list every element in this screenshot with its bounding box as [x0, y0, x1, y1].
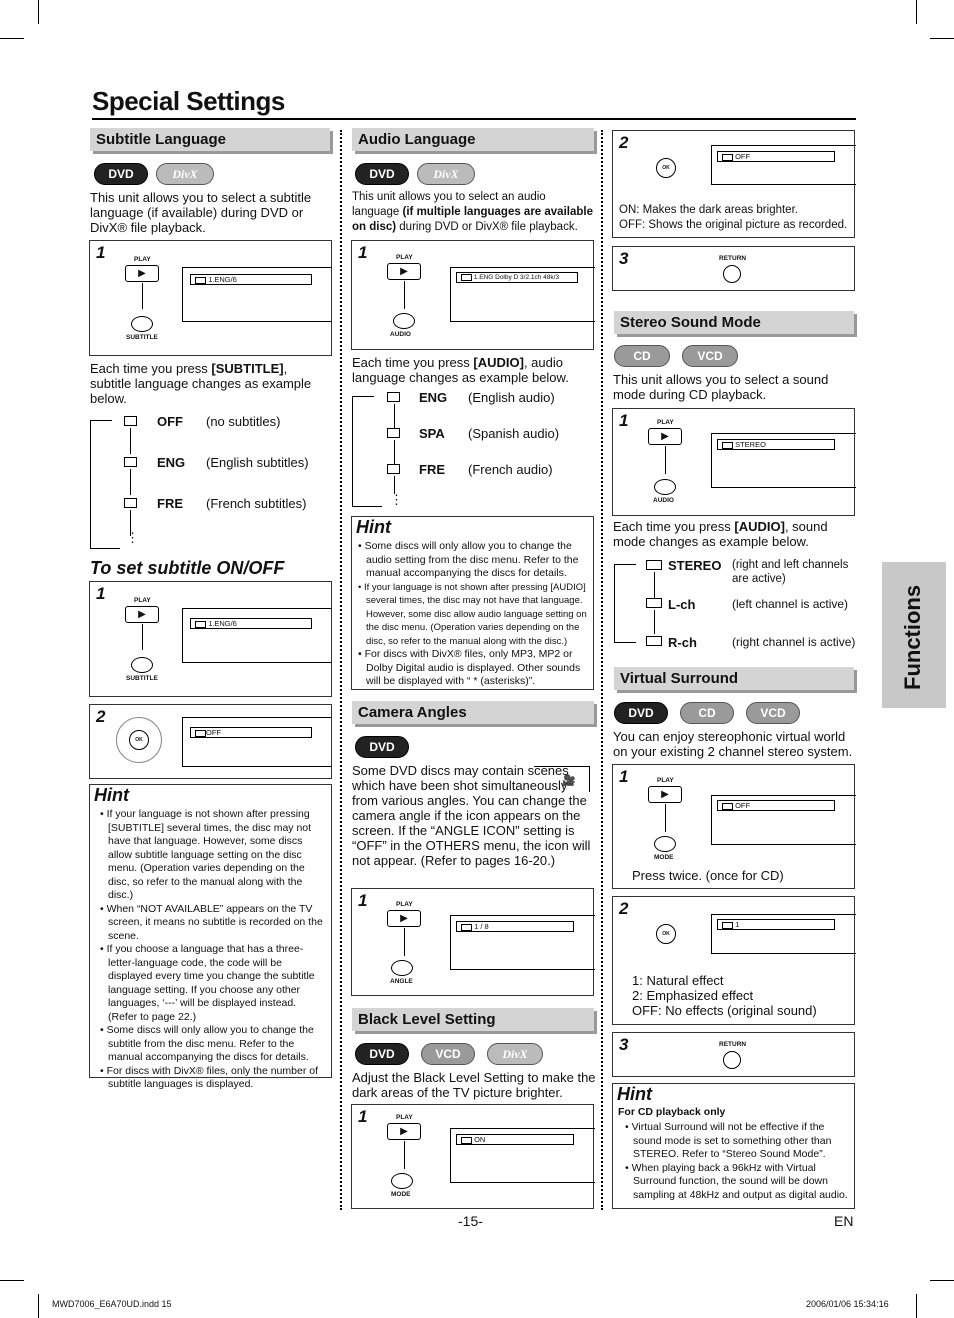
ok-button[interactable]: OK [656, 924, 676, 944]
divx-badge: DivX [487, 1043, 543, 1065]
column-divider [601, 130, 603, 1210]
dvd-badge: DVD [355, 163, 409, 185]
stereo-desc: Each time you press [AUDIO], sound mode changes as example below. [613, 519, 828, 549]
cd-badge: CD [680, 702, 734, 724]
footer-file: MWD7006_E6A70UD.indd 15 [52, 1299, 172, 1309]
play-button[interactable]: ▶ [125, 265, 159, 282]
osd-display: 1.ENG/6 [190, 618, 312, 629]
play-button[interactable]: ▶ [387, 263, 421, 280]
play-button[interactable]: ▶ [387, 910, 421, 927]
audio-step1-box: 1 PLAY ▶ AUDIO 1.ENG Dolby D 3/2.1ch 48k/3 [351, 240, 594, 350]
osd-display: 1 / 8 [456, 921, 574, 932]
black-step2-box: 2 OK OFF ON: Makes the dark areas brighter. OFF: Shows the original picture as recorded. [612, 130, 855, 238]
camera-heading: Camera Angles [352, 701, 594, 724]
audio-cycle-list: ENG (English audio) SPA (Spanish audio) FRE (French audio) ⋮ [352, 388, 596, 512]
dvd-badge: DVD [94, 163, 148, 185]
ok-button[interactable]: OK [129, 730, 149, 750]
dvd-badge: DVD [355, 1043, 409, 1065]
ok-button[interactable]: OK [656, 158, 676, 178]
vcd-badge: VCD [682, 345, 738, 367]
audio-hint-box: Hint • Some discs will only allow you to change the audio setting from the disc menu. Refer to the manual accompanying the discs for details. • If your language is not shown after pressing [AUDIO] several times, the disc may not have that language. However, some disc allow audio language setting on the disc menu. (Operation varies depending on the disc, so refer to the manual along with the disc.) • For discs with DivX® files, only MP3, MP2 or Dolby Digital audio is displayed. Other sounds will be displayed with “ * (asterisks)”. [351, 516, 594, 690]
mode-button[interactable] [391, 1173, 413, 1189]
divx-badge: DivX [417, 163, 475, 185]
virtual-step2-box: 2 OK 1 1: Natural effect 2: Emphasized effect OFF: No effects (original sound) [612, 896, 855, 1025]
subtitle-step1-box [89, 240, 332, 356]
onoff-step2-box: 2 OK OFF [89, 704, 332, 779]
subtitle-cycle-list: OFF (no subtitles) ENG (English subtitles) FRE (French subtitles) ⋮ [90, 412, 330, 552]
black-heading: Black Level Setting [352, 1008, 594, 1031]
camera-icon: 🎥 [562, 775, 576, 787]
audio-button[interactable] [393, 313, 415, 329]
osd-display: OFF [717, 151, 835, 162]
osd-display: 1.ENG Dolby D 3/2.1ch 48k/3 [456, 272, 578, 283]
black-intro: Adjust the Black Level Setting to make the dark areas of the TV picture brighter. [352, 1070, 596, 1100]
play-button[interactable]: ▶ [648, 428, 682, 445]
divx-badge: DivX [156, 163, 214, 185]
subtitle-button[interactable] [131, 657, 153, 673]
black-step3-box: 3 RETURN [612, 246, 855, 291]
return-button[interactable] [723, 265, 741, 283]
audio-desc: Each time you press [AUDIO], audio language changes as example below. [352, 355, 569, 385]
hint-list: • Virtual Surround will not be effective if the sound mode is set to something other than STEREO. Refer to “Stereo Sound Mode”. • When playing back a 96kHz with Virtual Surround function, the sound will be down sampling at 48kHz and output as digital audio. [625, 1121, 848, 1201]
dpad[interactable] [116, 717, 162, 763]
osd-display: ON [456, 1134, 574, 1145]
subtitle-label: SUBTITLE [126, 334, 158, 341]
subtitle-intro: This unit allows you to select a subtitle language (if available) during DVD or DivX® file playback. [90, 190, 312, 235]
osd-display: STEREO [717, 439, 835, 450]
audio-intro: This unit allows you to select an audio language (if multiple languages are available on disc) during DVD or DivX® file playback. [352, 191, 593, 233]
osd-display: 1.ENG/6 [190, 274, 312, 285]
stereo-cycle-list: STEREO (right and left channels are active) L-ch (left channel is active) R-ch (right channel is active) [614, 556, 864, 656]
onoff-title: To set subtitle ON/OFF [90, 558, 285, 578]
audio-button[interactable] [654, 479, 676, 495]
play-button[interactable]: ▶ [125, 606, 159, 623]
hint-list: • If your language is not shown after pressing [SUBTITLE] several times, the disc may not have that language. However, some discs allow subtitle language setting on the disc menu. (Operation varies depending on the disc, so refer to the manual along with the disc.) • When “NOT AVAILABLE” appears on the TV screen, it means no subtitle is recorded on the scene. • If you choose a language that has a three-letter-language code, the code will be displayed every time you change the subtitle language setting. If you choose any other languages, ‘---’ will be displayed instead. (Refer to page 22.) • Some discs will only allow you to change the subtitle from the disc menu. Refer to the manual accompanying the discs for details. • For discs with DivX® files, only the number of subtitle languages is displayed. [100, 808, 323, 1090]
functions-tab-label [900, 680, 926, 690]
osd-display: OFF [190, 727, 312, 738]
page-number: -15- [458, 1213, 483, 1229]
play-label: PLAY [134, 256, 151, 263]
stereo-intro: This unit allows you to select a sound mode during CD playback. [613, 372, 829, 402]
black-step1-box: 1 PLAY ▶ MODE ON [351, 1104, 594, 1209]
dvd-badge: DVD [355, 736, 409, 758]
play-button[interactable]: ▶ [387, 1123, 421, 1140]
subtitle-heading: Subtitle Language [90, 128, 330, 151]
virtual-step1-box: 1 PLAY ▶ MODE OFF Press twice. (once for CD) [612, 764, 855, 889]
subtitle-hint-box: Hint • If your language is not shown after pressing [SUBTITLE] several times, the disc may not have that language. However, some discs allow subtitle language setting on the disc menu. (Operation varies depending on the disc, so refer to the manual along with the disc.) • When “NOT AVAILABLE” appears on the TV screen, it means no subtitle is recorded on the scene. • If you choose a language that has a three-letter-language code, the code will be displayed every time you change the subtitle language setting. If you choose any other languages, ‘---’ will be displayed instead. (Refer to page 22.) • Some discs will only allow you to change the subtitle from the disc menu. Refer to the manual accompanying the discs for details. • For discs with DivX® files, only the number of subtitle languages is displayed. [89, 784, 332, 1078]
virtual-heading: Virtual Surround [614, 667, 854, 690]
subtitle-button[interactable] [131, 316, 153, 332]
camera-step1-box: 1 PLAY ▶ ANGLE 1 / 8 [351, 888, 594, 996]
step-number: 1 [96, 243, 106, 262]
stereo-step1-box: 1 PLAY ▶ AUDIO STEREO [612, 408, 855, 516]
camera-text: Some DVD discs may contain scenes which have been shot simultaneously from various angles. You can change the camera angle if the icon appears on the screen. If the “ANGLE ICON” setting is “OFF” in the OTHERS menu, the icon will not appear. (Refer to pages 16-20.) [352, 763, 591, 868]
hint-list: • Some discs will only allow you to change the audio setting from the disc menu. Refer to the manual accompanying the discs for details. • If your language is not shown after pressing [AUDIO] several times, the disc may not have that language. However, some disc allow audio language setting on the disc menu. (Operation varies depending on the disc, so refer to the manual along with the disc.) • For discs with DivX® files, only MP3, MP2 or Dolby Digital audio is displayed. Other sounds will be displayed with “ * (asterisks)”. [358, 540, 587, 687]
osd-display: 1 [717, 919, 835, 930]
stereo-heading: Stereo Sound Mode [614, 311, 854, 334]
dvd-badge: DVD [614, 702, 668, 724]
osd-display: OFF [717, 800, 835, 811]
language-code: EN [834, 1213, 854, 1229]
cd-badge: CD [614, 345, 670, 367]
subtitle-desc: Each time you press [SUBTITLE], subtitle language changes as example below. [90, 361, 312, 406]
angle-button[interactable] [391, 960, 413, 976]
return-button[interactable] [723, 1051, 741, 1069]
play-button[interactable]: ▶ [648, 786, 682, 803]
vcd-badge: VCD [421, 1043, 475, 1065]
footer-date: 2006/01/06 15:34:16 [806, 1299, 889, 1309]
audio-heading: Audio Language [352, 128, 594, 151]
title-rule [92, 118, 856, 120]
mode-button[interactable] [654, 836, 676, 852]
onoff-step1-box: 1 PLAY ▶ SUBTITLE 1.ENG/6 [89, 581, 332, 697]
vcd-badge: VCD [746, 702, 800, 724]
virtual-hint-box: Hint For CD playback only • Virtual Surround will not be effective if the sound mode is set to something other than STEREO. Refer to “Stereo Sound Mode”. • When playing back a 96kHz with Virtual Surround function, the sound will be down sampling at 48kHz and output as digital audio. [612, 1083, 855, 1209]
virtual-step3-box: 3 RETURN [612, 1032, 855, 1077]
column-divider [340, 130, 342, 1210]
page-title: Special Settings [92, 86, 285, 116]
virtual-intro: You can enjoy stereophonic virtual world on your existing 2 channel stereo system. [613, 729, 853, 759]
